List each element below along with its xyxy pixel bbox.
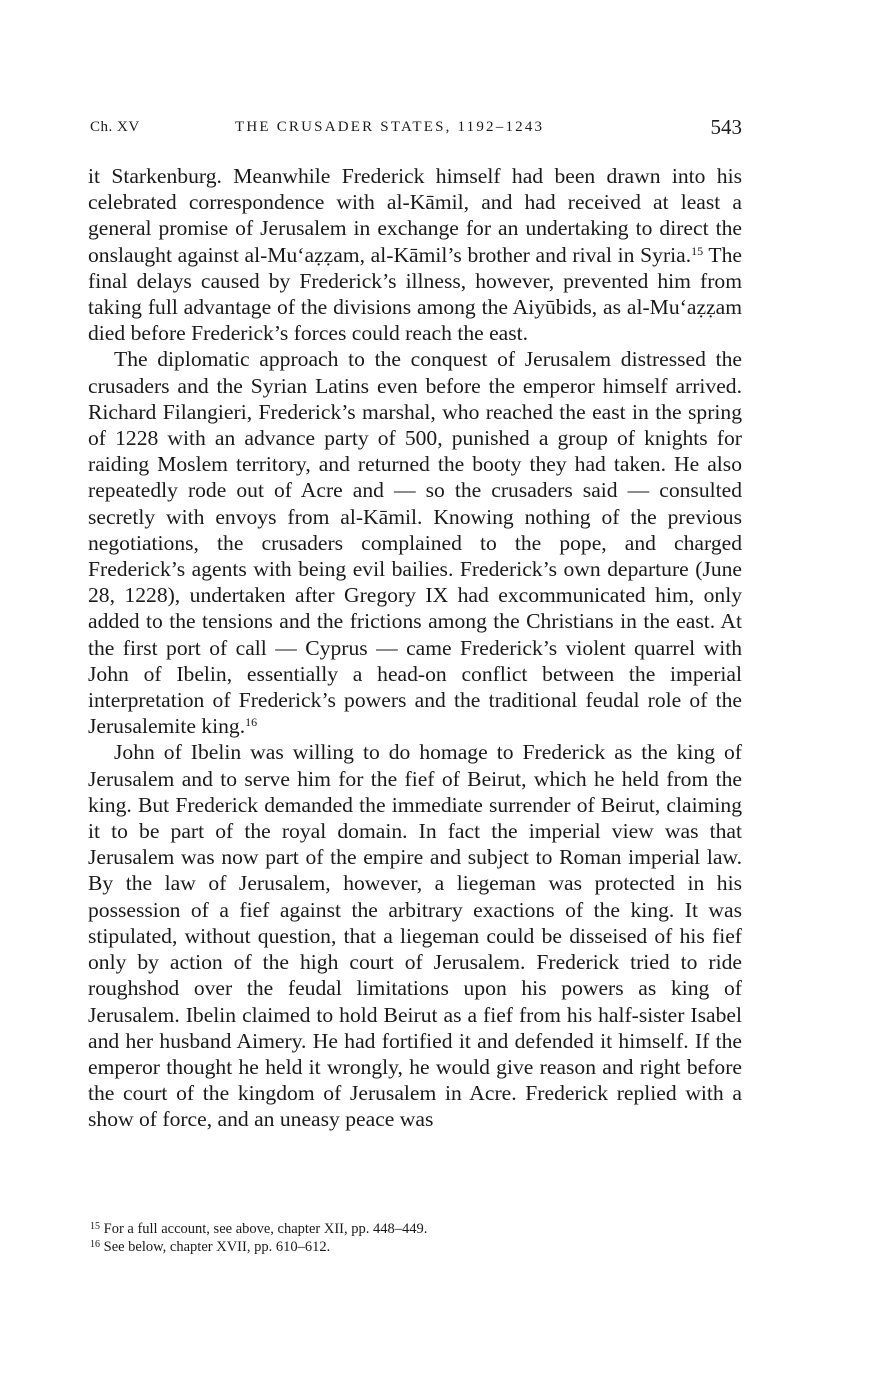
paragraph-2-text: The diplomatic approach to the conquest of Jerusalem distressed the crusaders and the Syrian Latins even before the emperor himself arrived. Richard Filangieri, Frederick’s marshal, who reached the east in the spring of 1228 with an advance party of 500, punished a group of knights for raiding Moslem territory, and returned the booty they had taken. He also repeatedly rode out of Acre and — so the crusaders said — consulted secretly with envoys from al-Kāmil. Knowing nothing of the previous negotiations, the crusaders complained to the pope, and charged Frederick’s agents with being evil bailies. Frederick’s own departure (June 28, 1228), undertaken after Gregory IX had excommunicated him, only added to the tensions and the frictions among the Christians in the east. At the first port of call — Cyprus — came Frederick’s violent quarrel with John of Ibelin, essentially a head-on conflict between the imperial interpretation of Frederick’s powers and the traditional feudal role of the Jerusalemite king.: [88, 347, 742, 739]
footnote-16-number: 16: [90, 1239, 100, 1250]
paragraph-2: [88, 346, 742, 739]
page-number: 543: [710, 115, 742, 139]
footnote-15-text: For a full account, see above, chapter XII, pp. 448–449.: [103, 1221, 428, 1237]
footnotes: [90, 1220, 742, 1256]
paragraph-1-text-a: it Starkenburg. Meanwhile Frederick himself had been drawn into his celebrated correspondence with al-Kāmil, and had received at least a general promise of Jerusalem in exchange for an undertaking to direct the onslaught against al-Mu‘aẓẓam, al-Kāmil’s brother and rival in Syria.: [88, 164, 742, 267]
paragraph-1-text-b: The final delays caused by Frederick’s illness, however, prevented him from taking full advantage of the divisions among the Aiyūbids, as al-Mu‘aẓẓam died before Frederick’s forces could reach the east.: [88, 242, 742, 346]
footnote-16: [90, 1238, 742, 1256]
footnote-15-number: 15: [90, 1221, 100, 1232]
footnote-ref-15: 15: [691, 243, 704, 258]
footnote-15: [90, 1220, 742, 1238]
paragraph-3-text: John of Ibelin was willing to do homage to Frederick as the king of Jerusalem and to serve him for the fief of Beirut, which he held from the king. But Frederick demanded the immediate surrender of Beirut, claiming it to be part of the royal domain. In fact the imperial view was that Jerusalem was now part of the empire and subject to Roman imperial law. By the law of Jerusalem, however, a liegeman was protected in his possession of a fief against the arbitrary exactions of the king. It was stipulated, without question, that a liegeman could be disseised of his fief only by action of the high court of Jerusalem. Frederick tried to ride roughshod over the feudal limitations upon his powers as king of Jerusalem. Ibelin claimed to hold Beirut as a fief from his half-sister Isabel and her husband Aimery. He had fortified it and defended it himself. If the emperor thought he held it wrongly, he would give reason and right before the court of the kingdom of Jerusalem in Acre. Frederick replied with a show of force, and an uneasy peace was: [88, 740, 742, 1132]
book-page: [88, 0, 742, 1380]
running-head: [88, 115, 742, 147]
chapter-label: Ch. XV: [90, 119, 140, 135]
paragraph-3: [88, 739, 742, 1132]
footnote-ref-16: 16: [245, 715, 258, 730]
paragraph-1: [88, 163, 742, 346]
running-title: THE CRUSADER STATES, 1192–1243: [235, 119, 545, 135]
footnote-16-text: See below, chapter XVII, pp. 610–612.: [103, 1239, 331, 1255]
body-text: [88, 163, 742, 1133]
